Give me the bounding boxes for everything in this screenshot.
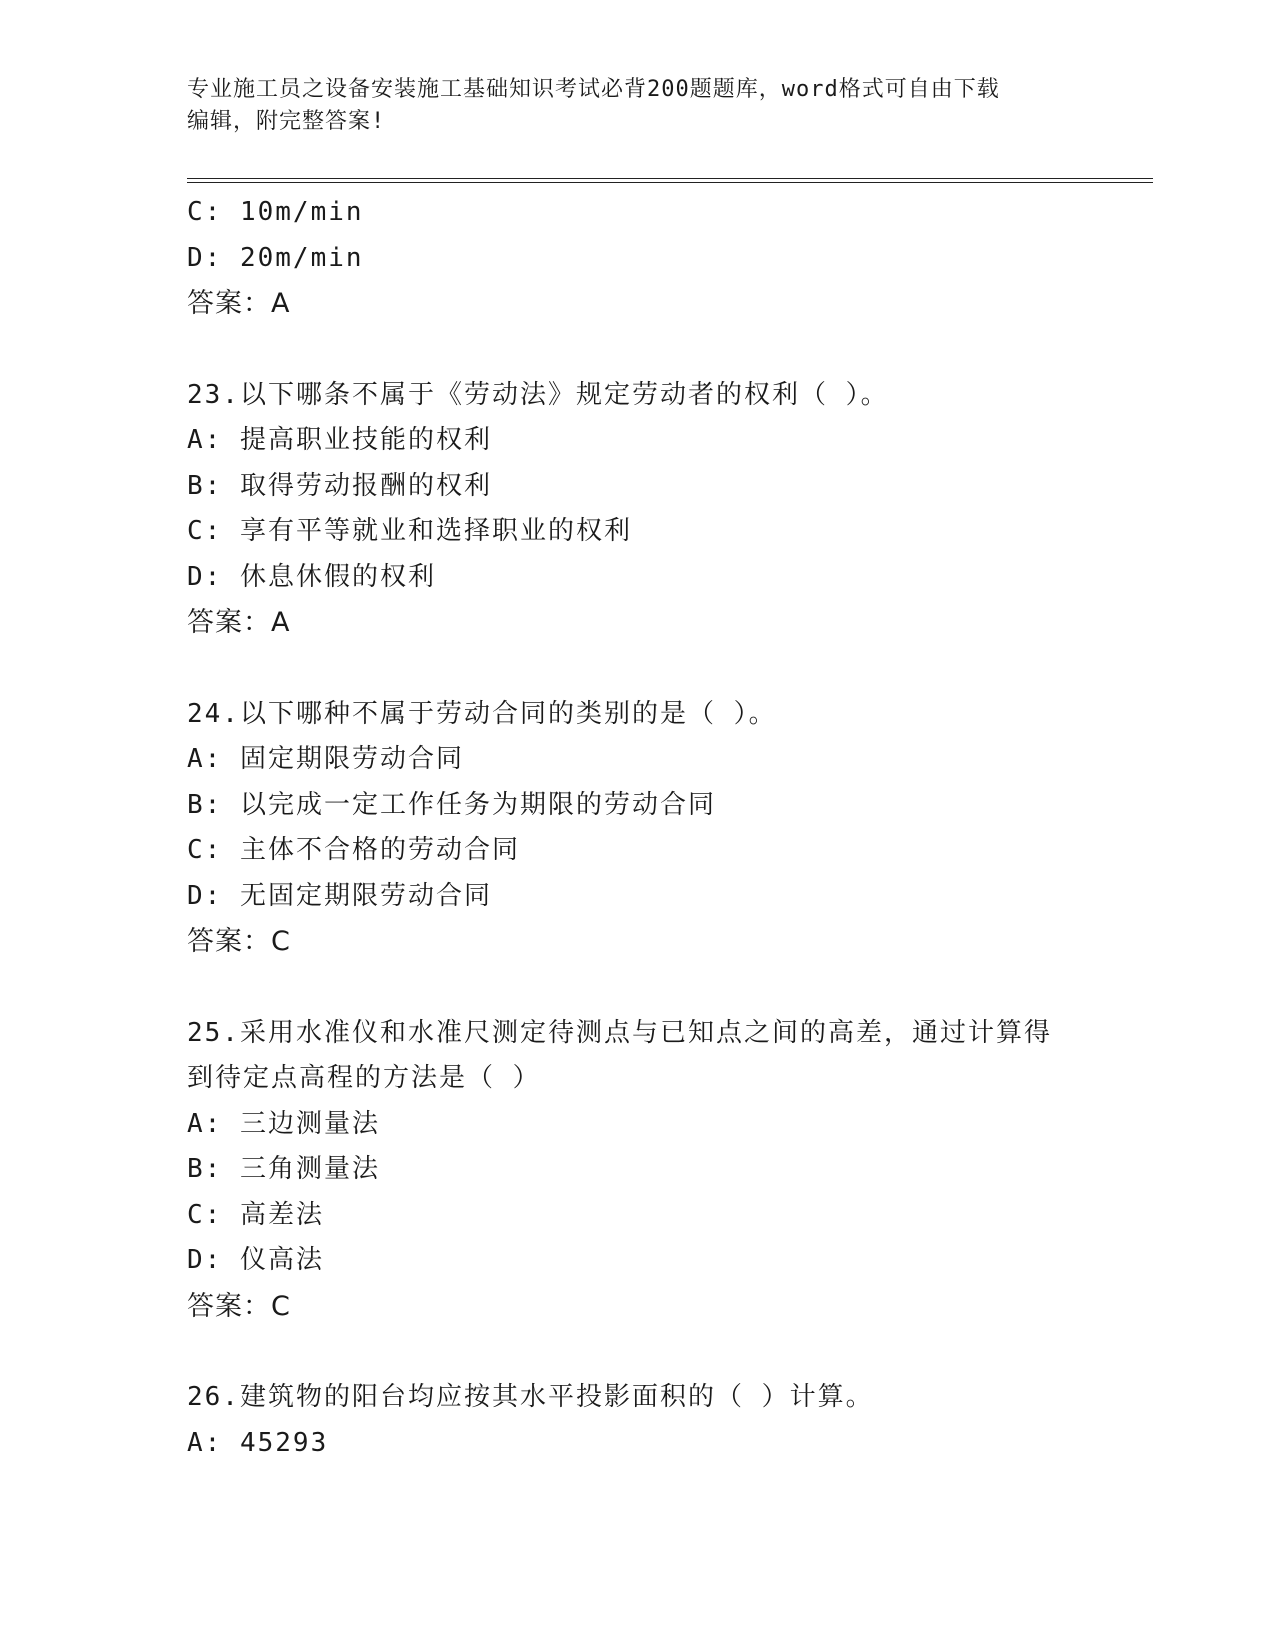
option-c: C: 享有平等就业和选择职业的权利	[187, 516, 632, 546]
option-d: D: 休息休假的权利	[187, 561, 436, 592]
option-a: A: 固定期限劳动合同	[187, 744, 464, 774]
document-header	[187, 74, 1087, 138]
answer-line: 答案：A	[187, 288, 291, 319]
answer-line: 答案：A	[187, 607, 291, 638]
spacer	[187, 1329, 1147, 1375]
option-c: C: 主体不合格的劳动合同	[187, 835, 520, 865]
question-list	[187, 190, 1147, 1466]
option-a: A: 提高职业技能的权利	[187, 425, 492, 455]
question-text: 23.以下哪条不属于《劳动法》规定劳动者的权利（ ）。	[187, 379, 889, 410]
spacer	[187, 646, 1147, 692]
question-23	[187, 373, 1147, 646]
question-text: 24.以下哪种不属于劳动合同的类别的是（ ）。	[187, 698, 777, 729]
option-b: B: 三角测量法	[187, 1154, 380, 1184]
question-25	[187, 1011, 1147, 1330]
option-c: C: 10m/min	[187, 197, 364, 227]
question-24	[187, 692, 1147, 965]
question-text-line-2: 到待定点高程的方法是（ ）	[187, 1063, 541, 1093]
question-26	[187, 1375, 1147, 1466]
answer-line: 答案：C	[187, 1290, 291, 1322]
header-rule-bottom	[187, 182, 1153, 183]
question-text: 26.建筑物的阳台均应按其水平投影面积的（ ）计算。	[187, 1382, 874, 1412]
header-title-line-2: 编辑，附完整答案!	[187, 109, 386, 134]
option-d: D: 无固定期限劳动合同	[187, 880, 492, 911]
option-b: B: 以完成一定工作任务为期限的劳动合同	[187, 789, 716, 820]
option-a: A: 三边测量法	[187, 1108, 380, 1139]
option-b: B: 取得劳动报酬的权利	[187, 470, 492, 501]
answer-line: 答案：C	[187, 926, 291, 957]
option-a: A: 45293	[187, 1427, 329, 1458]
question-fragment	[187, 190, 1147, 327]
header-rule-top	[187, 178, 1153, 179]
option-d: D: 20m/min	[187, 242, 364, 273]
option-c: C: 高差法	[187, 1199, 324, 1230]
spacer	[187, 327, 1147, 373]
spacer	[187, 965, 1147, 1011]
header-title-line-1: 专业施工员之设备安装施工基础知识考试必背200题题库，word格式可自由下载	[187, 77, 1000, 102]
question-text-line-1: 25.采用水准仪和水准尺测定待测点与已知点之间的高差，通过计算得	[187, 1017, 1052, 1048]
option-d: D: 仪高法	[187, 1245, 324, 1275]
